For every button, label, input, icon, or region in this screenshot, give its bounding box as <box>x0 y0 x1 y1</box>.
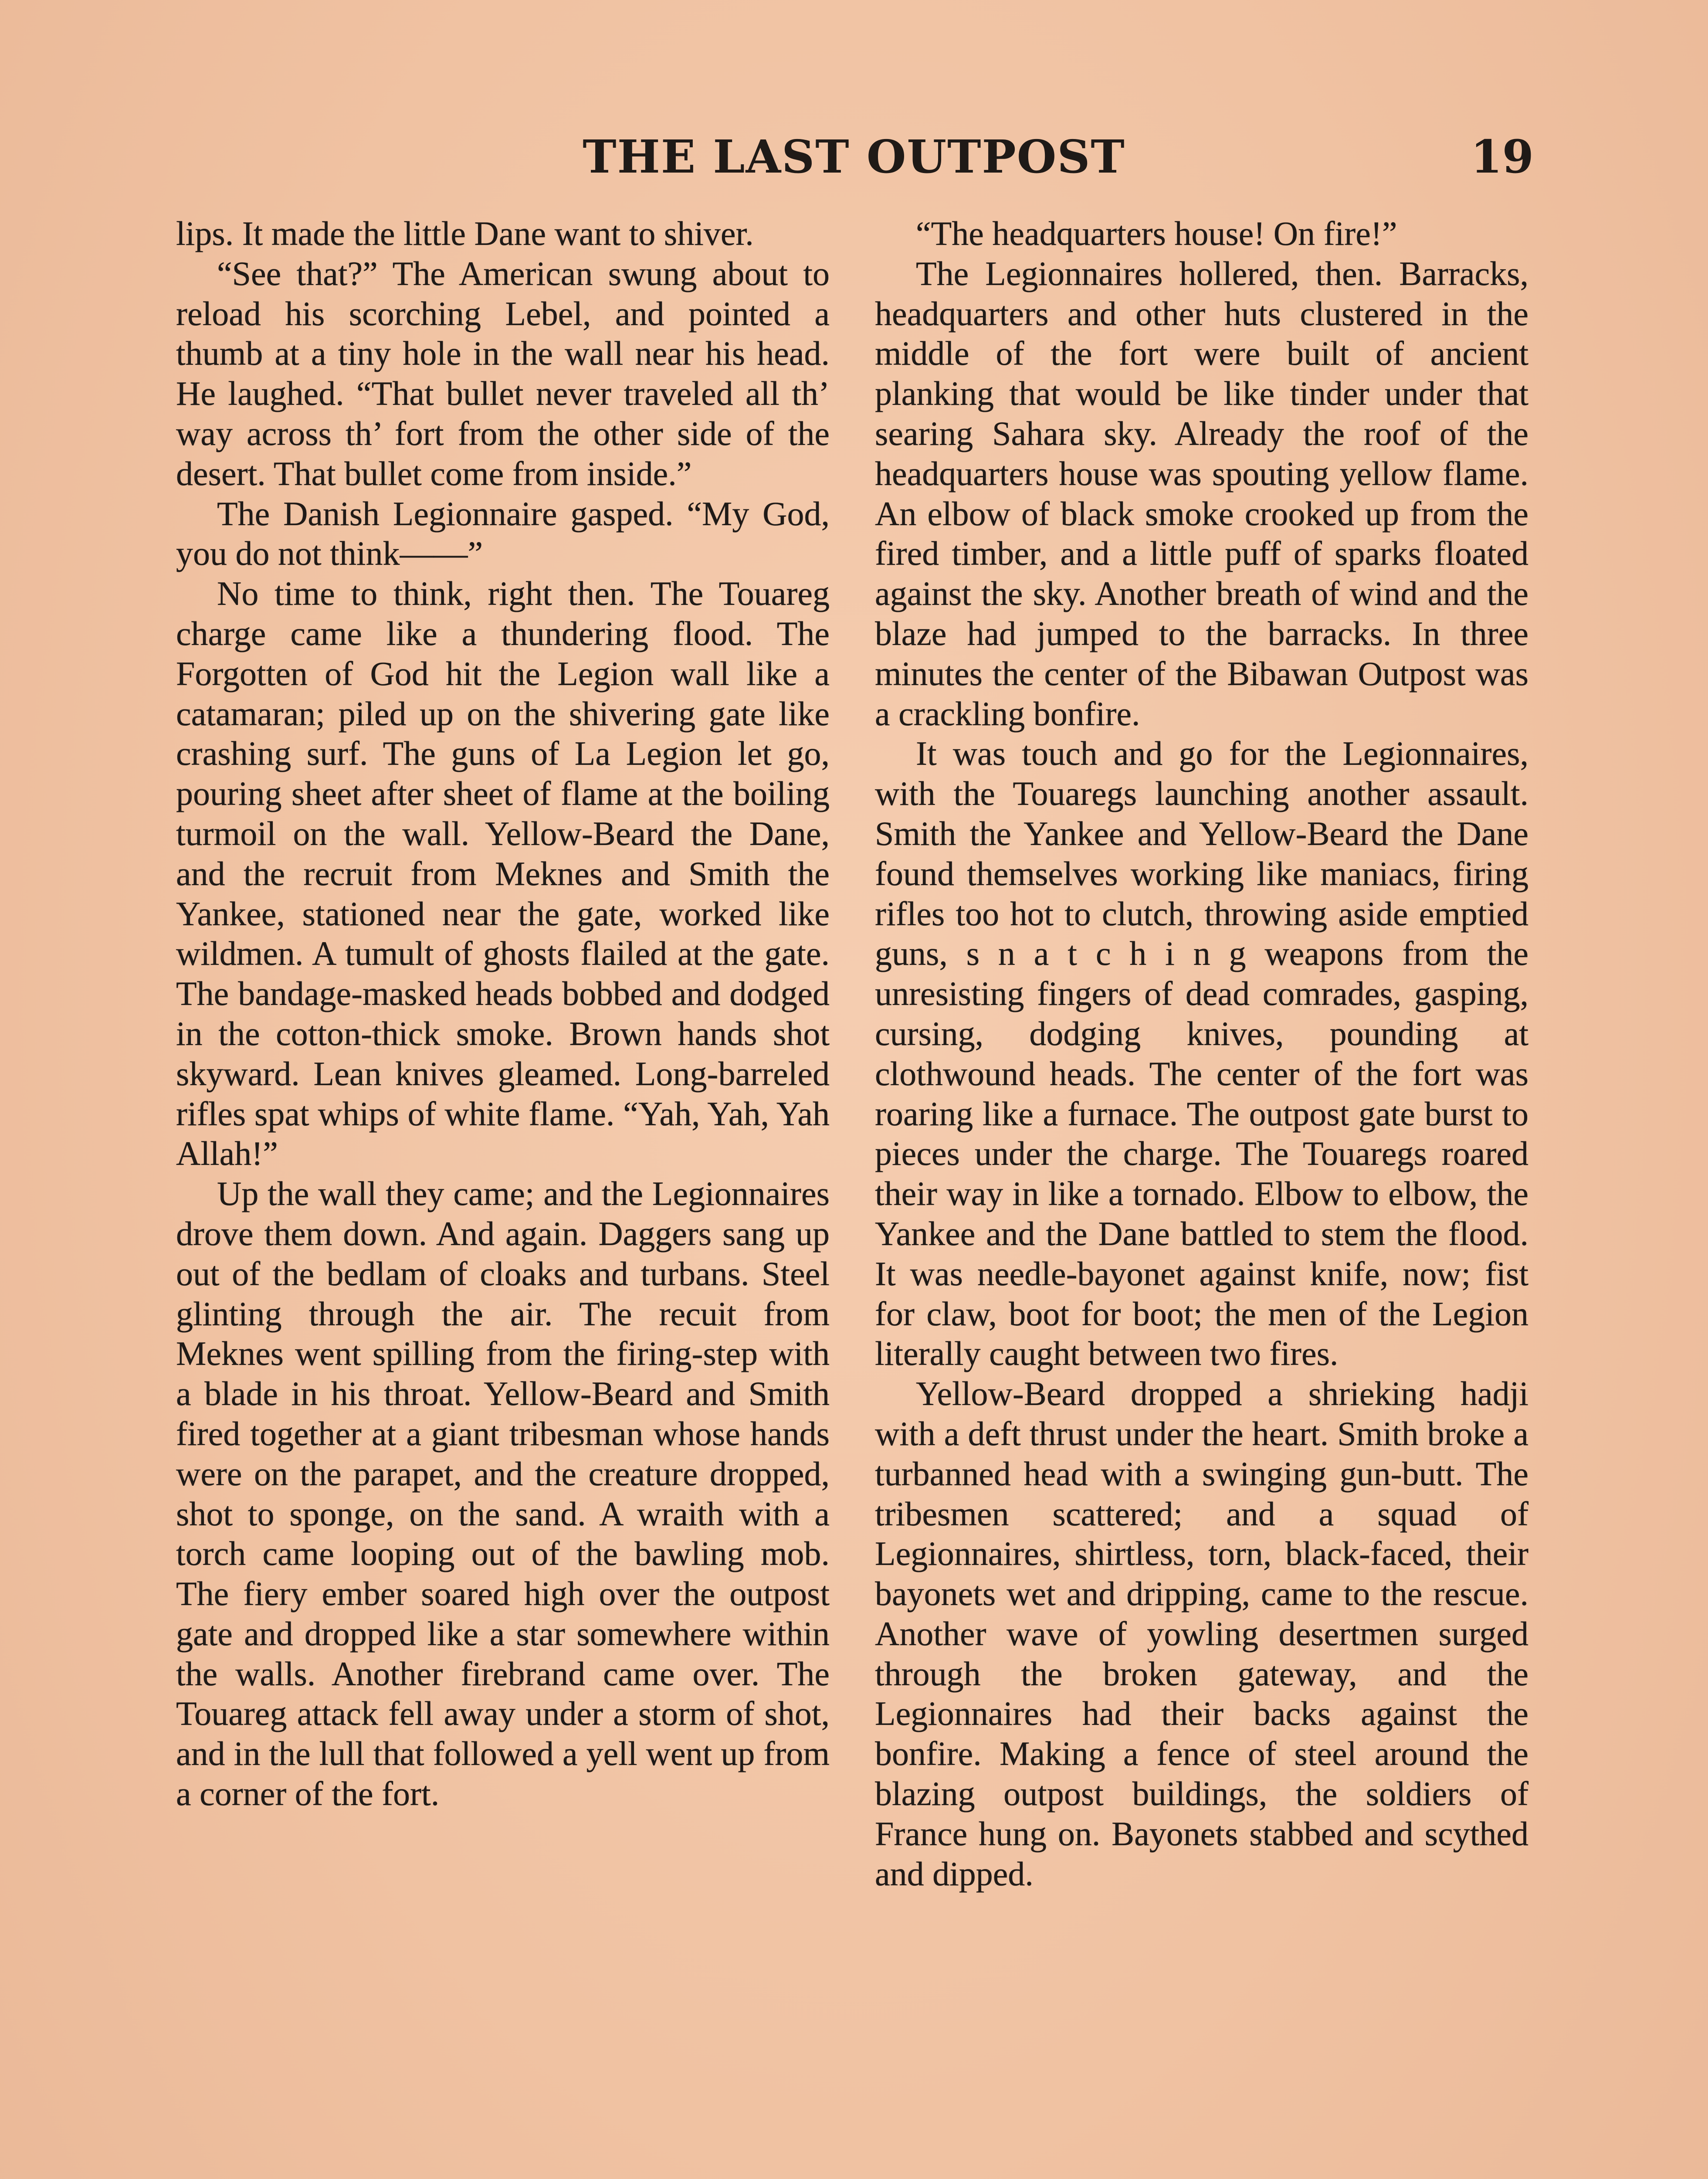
paragraph: It was touch and go for the Legionnaires, with the Touaregs launching another assault. Smith the Yankee and Yellow-Beard the Dane found themselves working like maniacs, firing rifles too hot to clutch, throwing aside emptied guns, s n a t c h i n g weapons from the unresisting fingers of dead comrades, gasping, cursing, dodging knives, pounding at clothwound heads. The center of the fort was roaring like a furnace. The outpost gate burst to pieces under the charge. The Touaregs roared their way in like a tornado. Elbow to elbow, the Yankee and the Dane battled to stem the flood. It was needle-bayonet against knife, now; fist for claw, boot for boot; the men of the Legion literally caught between two fires. <box>875 734 1528 1373</box>
paragraph: “The headquarters house! On fire!” <box>916 214 1397 252</box>
page-number: 19 <box>1471 130 1534 183</box>
paragraph: The Legionnaires hollered, then. Barracks, headquarters and other huts clustered in the middle of the fort were built of ancient planking that would be like tinder under that searing Sahara sky. Already the roof of the headquarters house was spouting yellow flame. An elbow of black smoke crooked up from the fired timber, and a little puff of sparks floated against the sky. Another breath of wind and the blaze had jumped to the barracks. In three minutes the center of the Bibawan Outpost was a crackling bonfire. <box>875 254 1528 733</box>
text-column-left <box>176 214 830 1814</box>
paragraph: lips. It made the little Dane want to shiver. <box>176 214 754 252</box>
paragraph: “See that?” The American swung about to reload his scorching Lebel, and pointed a thumb at a tiny hole in the wall near his head. He laughed. “That bullet never traveled all th’ way across th’ fort from the other side of the desert. That bullet come from inside.” <box>176 254 830 492</box>
paragraph: No time to think, right then. The Touareg charge came like a thundering flood. The Forgotten of God hit the Legion wall like a catamaran; piled up on the shivering gate like crashing surf. The guns of La Legion let go, pouring sheet after sheet of flame at the boiling turmoil on the wall. Yellow-Beard the Dane, and the recruit from Meknes and Smith the Yankee, stationed near the gate, worked like wildmen. A tumult of ghosts flailed at the gate. The bandage-masked heads bobbed and dodged in the cotton-thick smoke. Brown hands shot skyward. Lean knives gleamed. Long-barreled rifles spat whips of white flame. “Yah, Yah, Yah Allah!” <box>176 574 830 1173</box>
page-header <box>174 126 1534 187</box>
paragraph: Up the wall they came; and the Legionnaires drove them down. And again. Daggers sang up out of the bedlam of cloaks and turbans. Steel glinting through the air. The recuit from Meknes went spilling from the firing-step with a blade in his throat. Yellow-Beard and Smith fired together at a giant tribesman whose hands were on the parapet, and the creature dropped, shot to sponge, on the sand. A wraith with a torch came looping out of the bawling mob. The fiery ember soared high over the outpost gate and dropped like a star somewhere within the walls. Another firebrand came over. The Touareg attack fell away under a storm of shot, and in the lull that followed a yell went up from a corner of the fort. <box>176 1174 830 1813</box>
paragraph: Yellow-Beard dropped a shrieking hadji with a deft thrust under the heart. Smith broke a turbanned head with a swinging gun-butt. The tribesmen scattered; and a squad of Legionnaires, shirtless, torn, black-faced, their bayonets wet and dripping, came to the rescue. Another wave of yowling desertmen surged through the broken gateway, and the Legionnaires had their backs against the bonfire. Making a fence of steel around the blazing outpost buildings, the soldiers of France hung on. Bayonets stabbed and scythed and dipped. <box>875 1375 1528 1893</box>
running-title: THE LAST OUTPOST <box>583 130 1125 183</box>
paragraph: The Danish Legionnaire gasped. “My God, you do not think——” <box>176 494 830 573</box>
text-column-right <box>875 214 1528 1894</box>
